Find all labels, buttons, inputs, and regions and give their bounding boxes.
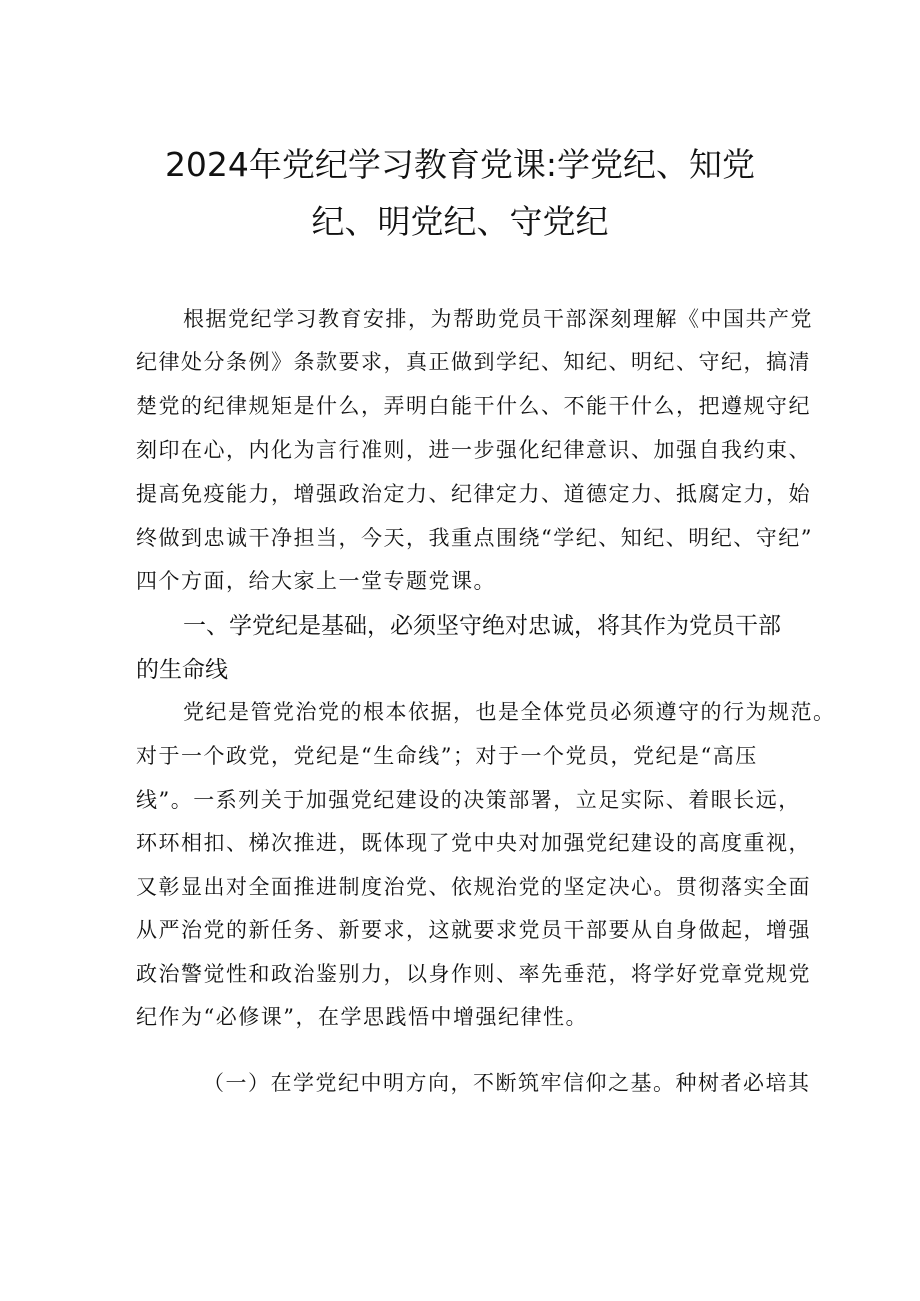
paragraph-line: 又彰显出对全面推进制度治党、依规治党的坚定决心。贯彻落实全面 (136, 875, 811, 899)
paragraph-line: 线”。一系列关于加强党纪建设的决策部署，立足实际、着眼长远， (136, 788, 801, 812)
paragraph-line: 政治警觉性和政治鉴别力，以身作则、率先垂范，将学好党章党规党 (136, 962, 811, 986)
paragraph-line: 环环相扣、梯次推进，既体现了党中央对加强党纪建设的高度重视， (136, 831, 811, 855)
document-title-line-1: 2024年党纪学习教育党课:学党纪、知党 (164, 145, 756, 184)
subheading-line: （一）在学党纪中明方向，不断筑牢信仰之基。种树者必培其 (203, 1071, 811, 1095)
paragraph-line: 从严治党的新任务、新要求，这就要求党员干部要从自身做起，增强 (136, 918, 811, 942)
paragraph-line: 对于一个政党，党纪是“生命线”；对于一个党员，党纪是“高压 (136, 744, 758, 768)
document-title-line-2: 纪、明党纪、守党纪 (311, 202, 609, 241)
paragraph-line: 刻印在心，内化为言行准则，进一步强化纪律意识、加强自我约束、 (136, 438, 811, 462)
paragraph-line: 纪律处分条例》条款要求，真正做到学纪、知纪、明纪、守纪，搞清 (136, 350, 811, 374)
paragraph-line: 根据党纪学习教育安排，为帮助党员干部深刻理解《中国共产党 (183, 307, 813, 331)
section-heading-line-1: 一、学党纪是基础，必须坚守绝对忠诚，将其作为党员干部 (183, 613, 781, 639)
paragraph-line: 四个方面，给大家上一堂专题党课。 (136, 569, 496, 593)
paragraph-line: 终做到忠诚干净担当，今天，我重点围绕“学纪、知纪、明纪、守纪” (136, 526, 813, 550)
paragraph-line: 楚党的纪律规矩是什么，弄明白能干什么、不能干什么，把遵规守纪 (136, 394, 811, 418)
paragraph-line: 提高免疫能力，增强政治定力、纪律定力、道德定力、抵腐定力，始 (136, 482, 811, 506)
section-heading-line-2: 的生命线 (136, 657, 228, 683)
paragraph-line: 纪作为“必修课”，在学思践悟中增强纪律性。 (136, 1005, 588, 1029)
paragraph-line: 党纪是管党治党的根本依据，也是全体党员必须遵守的行为规范。 (183, 700, 836, 724)
